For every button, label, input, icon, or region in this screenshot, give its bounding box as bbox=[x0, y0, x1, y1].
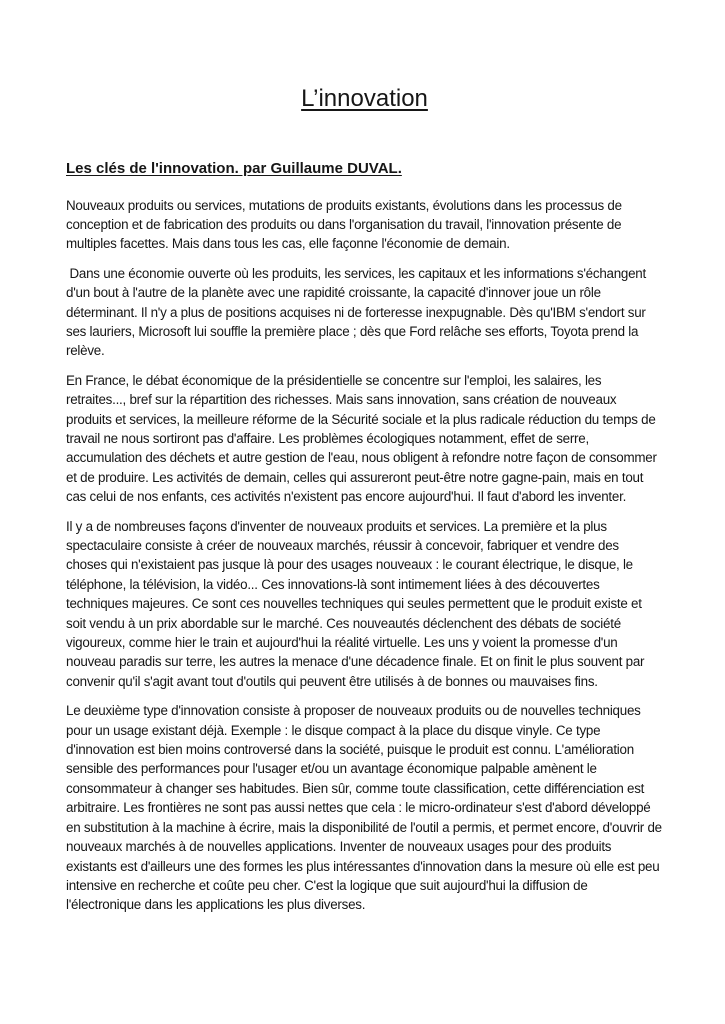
document-title: L’innovation bbox=[301, 85, 428, 112]
document-content bbox=[66, 84, 666, 925]
paragraph-open-economy: Dans une économie ouverte où les produits, les services, les capitaux et les informations s'échangent d'un bout à l'autre de la planète avec une rapidité croissante, la capacité d'innover joue un rôle déterminant. Il n'y a plus de positions acquises ni de forteresse inexpugnable. Dès qu'IBM s'endort sur ses lauriers, Microsoft lui souffle la première place ; dès que Ford relâche ses efforts, Toyota prend la relève. bbox=[66, 265, 650, 359]
paragraph-new-markets: Il y a de nombreuses façons d'inventer de nouveaux produits et services. La première et la plus spectaculaire consiste à créer de nouveaux marchés, réussir à concevoir, fabriquer et vendre des choses qui n'existaient pas jusque là pour des usages nouveaux : le courant électrique, le disque, le téléphone, la télévision, la vidéo... Ces innovations-là sont intimement liées à des découvertes techniques majeures. Ce sont ces nouvelles techniques qui seules permettent que le produit existe et soit vendu à un prix abordable sur le marché. Ces nouveautés déclenchent des débats de société vigoureux, comme hier le train et aujourd'hui la réalité virtuelle. Les uns y voient la promesse d'un nouveau paradis sur terre, les autres la menace d'une décadence finale. Et on finit le plus souvent par convenir qu'il s'agit avant tout d'outils qui peuvent être utilisés à de bonnes ou mauvaises fins. bbox=[66, 518, 648, 689]
paragraph-intro: Nouveaux produits ou services, mutations de produits existants, évolutions dans les processus de conception et de fabrication des produits ou dans l'organisation du travail, l'innovation présente de multiples facettes. Mais dans tous les cas, elle façonne l'économie de demain. bbox=[66, 197, 626, 252]
paragraph-france-debate: En France, le débat économique de la présidentielle se concentre sur l'emploi, les salaires, les retraites..., bref sur la répartition des richesses. Mais sans innovation, sans création de nouveaux produits et services, la meilleure réforme de la Sécurité sociale et la plus radicale réduction du temps de travail ne nous sortiront pas d'affaire. Les problèmes écologiques notamment, effet de serre, accumulation des déchets et autre gestion de l'eau, nous obligent à refondre notre façon de consommer et de produire. Les activités de demain, celles qui assureront peut-être notre gagne-pain, mais en tout cas celui de nos enfants, ces activités n'existent pas encore aujourd'hui. Il faut d'abord les inventer. bbox=[66, 372, 661, 505]
article-heading: Les clés de l'innovation. par Guillaume DUVAL. bbox=[66, 160, 402, 177]
paragraph-second-innovation-type: Le deuxième type d'innovation consiste à proposer de nouveaux produits ou de nouvelles techniques pour un usage existant déjà. Exemple : le disque compact à la place du disque vinyle. Ce type d'innovation est bien moins controversé dans la société, puisque le produit est connu. L'amélioration sensible des performances pour l'usager et/ou un avantage économique palpable amènent le consommateur à changer ses habitudes. Bien sûr, comme toute classification, cette différenciation est arbitraire. Les frontières ne sont pas aussi nettes que cela : le micro-ordinateur s'est d'abord développé en substitution à la machine à écrire, mais la disponibilité de l'outil a permis, et permet encore, d'ouvrir de nouveaux marchés à de nouvelles applications. Inventer de nouveaux usages pour des produits existants est d'ailleurs une des formes les plus intéressantes d'innovation dans la mesure où elle est peu intensive en recherche et coûte peu cher. C'est la logique que suit aujourd'hui la diffusion de l'électronique dans les applications les plus diverses. bbox=[66, 703, 666, 913]
